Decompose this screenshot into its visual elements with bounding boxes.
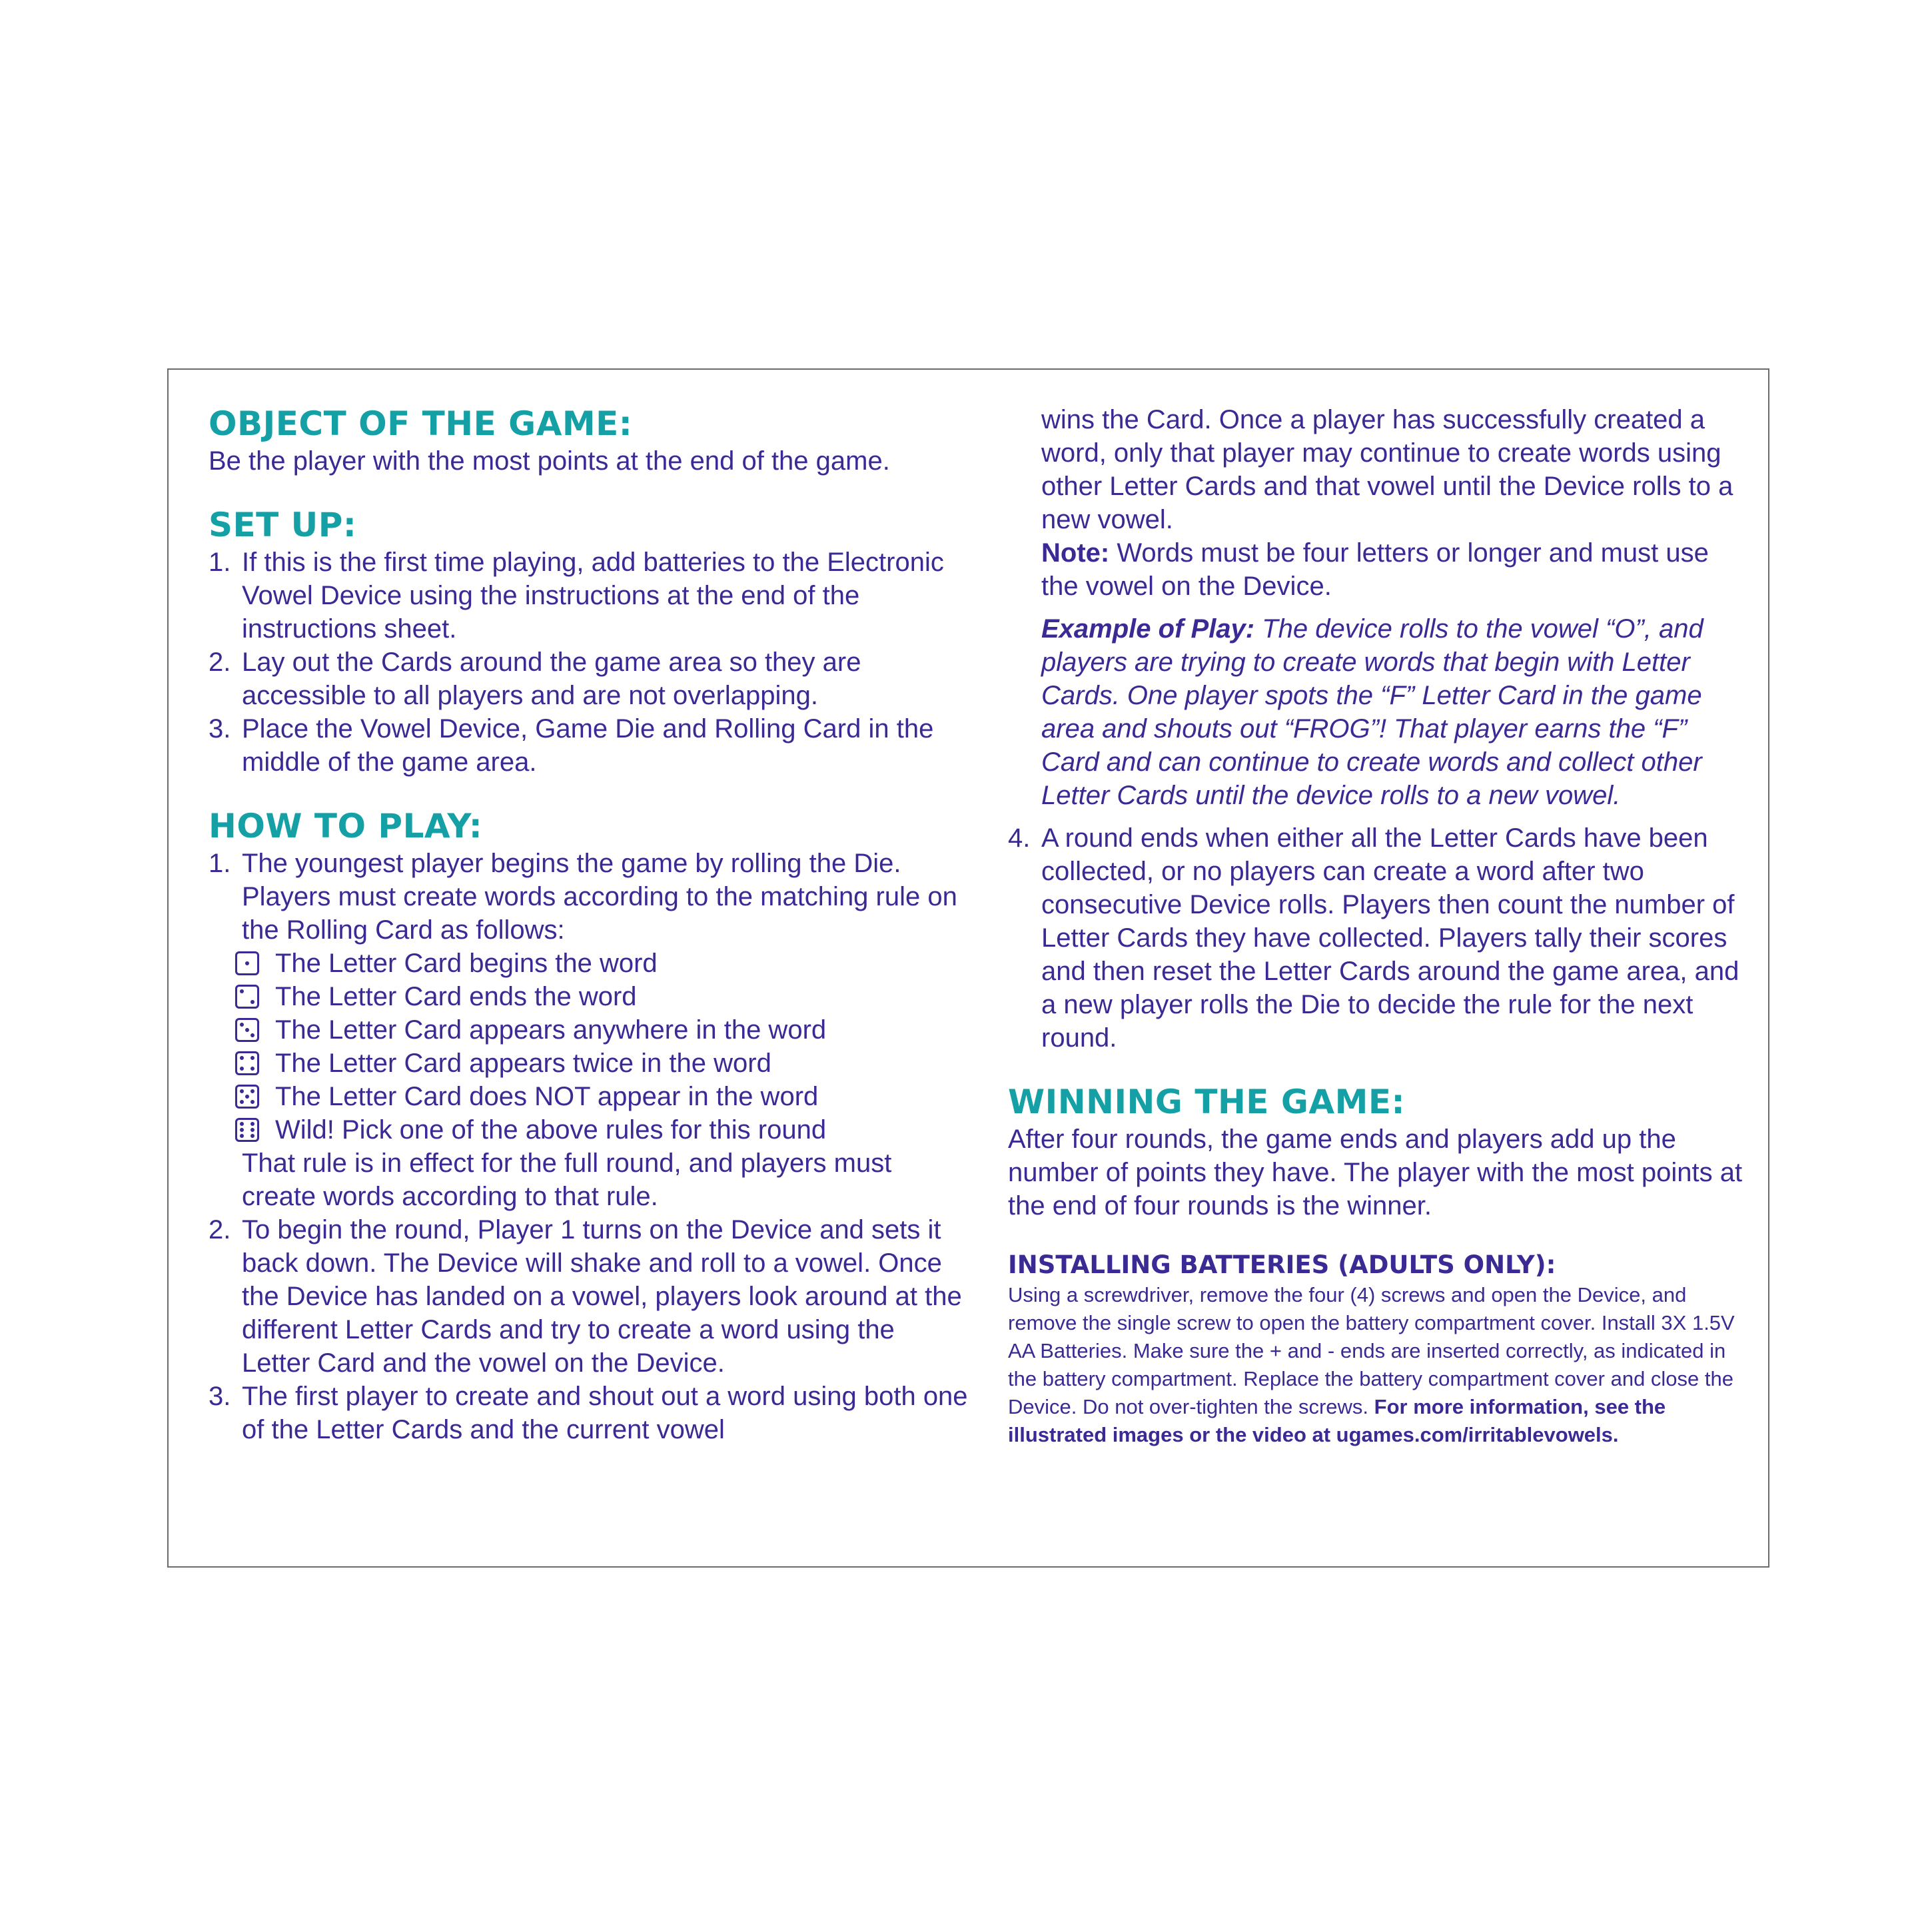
play-step [209,847,968,947]
right-column [1008,403,1747,1449]
setup-step [209,646,968,712]
winning-text: After four rounds, the game ends and players add up the number of points they have. The player with the most points at the end of four rounds is the winner. [1008,1125,1743,1220]
batteries-heading: INSTALLING BATTERIES (ADULTS ONLY): [1008,1250,1556,1279]
example-text: The device rolls to the vowel “O”, and players are trying to create words that begin with Letter Cards. One player spots the “F” Letter Card in the game area and shouts out “FROG”! That player earns the “F” Card and can continue to create words and collect other Letter Cards until the device rolls to a new vowel. [1041,614,1703,810]
step-number: 2. [209,648,231,677]
die-rules [209,947,968,1147]
rule-text: The Letter Card appears twice in the word [275,1049,771,1078]
die-rule [209,947,968,980]
step-text: To begin the round, Player 1 turns on the Device and sets it back down. The Device will shake and roll to a vowel. Once the Device has landed on a vowel, players look around at the different Letter Cards and try to create a word using the Letter Card and the vowel on the Device. [242,1215,962,1378]
setup-step [209,712,968,779]
step-text: Lay out the Cards around the game area so they are accessible to all players and are not overlapping. [242,648,861,710]
note-label: Note: [1041,538,1110,568]
die-four-icon [235,1051,259,1075]
rule-text: Wild! Pick one of the above rules for this round [275,1115,827,1145]
step-number: 3. [209,714,231,743]
rule-text: The Letter Card begins the word [275,949,658,978]
die-rule [209,1013,968,1047]
die-rule [209,1113,968,1147]
die-five-icon [235,1085,259,1109]
play-step [1008,821,1747,1055]
die-six-icon [235,1118,259,1142]
rule-text: The Letter Card ends the word [275,982,637,1011]
step-text: Place the Vowel Device, Game Die and Rolling Card in the middle of the game area. [242,714,934,777]
step-text: If this is the first time playing, add batteries to the Electronic Vowel Device using the instructions at the end of the instructions sheet. [242,548,944,644]
winning-heading: WINNING THE GAME: [1008,1083,1405,1121]
rule-text: The Letter Card appears anywhere in the word [275,1015,827,1045]
play-steps [209,847,968,947]
step3-continued: wins the Card. Once a player has successfully created a word, only that player may continue to create words using other Letter Cards and that vowel until the Device rolls to a new vowel. [1041,405,1733,534]
example-of-play [1008,612,1747,812]
instruction-sheet [167,368,1769,1568]
setup-heading: SET UP: [209,506,357,544]
batteries-body [1008,1281,1747,1449]
step-text: The youngest player begins the game by rolling the Die. Players must create words according to the matching rule on the Rolling Card as follows: [242,849,957,945]
step-number: 2. [209,1215,231,1244]
object-heading: OBJECT OF THE GAME: [209,404,633,443]
batteries-text: Using a screwdriver, remove the four (4) screws and open the Device, and remove the single screw to open the battery compartment cover. Install 3X 1.5V AA Batteries. Make sure the + and - ends are inserted correctly, as indicated in the battery compartment. Replace the battery compartment cover and close the Device. Do not over-tighten the screws. [1008,1283,1735,1418]
step1-outro: That rule is in effect for the full round, and players must create words according to that rule. [242,1149,892,1211]
die-three-icon [235,1018,259,1042]
die-rule [209,1080,968,1113]
play-step [209,1213,968,1380]
setup-steps [209,546,968,779]
setup-step [209,546,968,646]
die-rule [209,1047,968,1080]
rule-text: The Letter Card does NOT appear in the word [275,1082,819,1111]
object-text: Be the player with the most points at the end of the game. [209,446,890,476]
batteries-more-info: For more information, see the illustrated images or the video at ugames.com/irritablevowels. [1008,1395,1666,1446]
die-one-icon [235,951,259,975]
step-number: 1. [209,548,231,577]
step-number: 4. [1008,823,1031,853]
left-column [209,403,968,1446]
play-steps-continued [209,1213,968,1446]
die-two-icon [235,985,259,1009]
step-number: 1. [209,849,231,878]
step-text: A round ends when either all the Letter Cards have been collected, or no players can create a word after two consecutive Device rolls. Players then count the number of Letter Cards they have collected. Players tally their scores and then reset the Letter Cards around the game area, and a new player rolls the Die to decide the rule for the next round. [1041,823,1739,1053]
play-step [209,1380,968,1446]
example-label: Example of Play: [1041,614,1255,644]
how-to-play-heading: HOW TO PLAY: [209,807,483,845]
step-number: 3. [209,1382,231,1411]
die-rule [209,980,968,1013]
play-step-four [1008,821,1747,1055]
step-text: The first player to create and shout out a word using both one of the Letter Cards and the current vowel [242,1382,968,1444]
note [1008,536,1747,603]
note-text: Words must be four letters or longer and must use the vowel on the Device. [1041,538,1709,601]
